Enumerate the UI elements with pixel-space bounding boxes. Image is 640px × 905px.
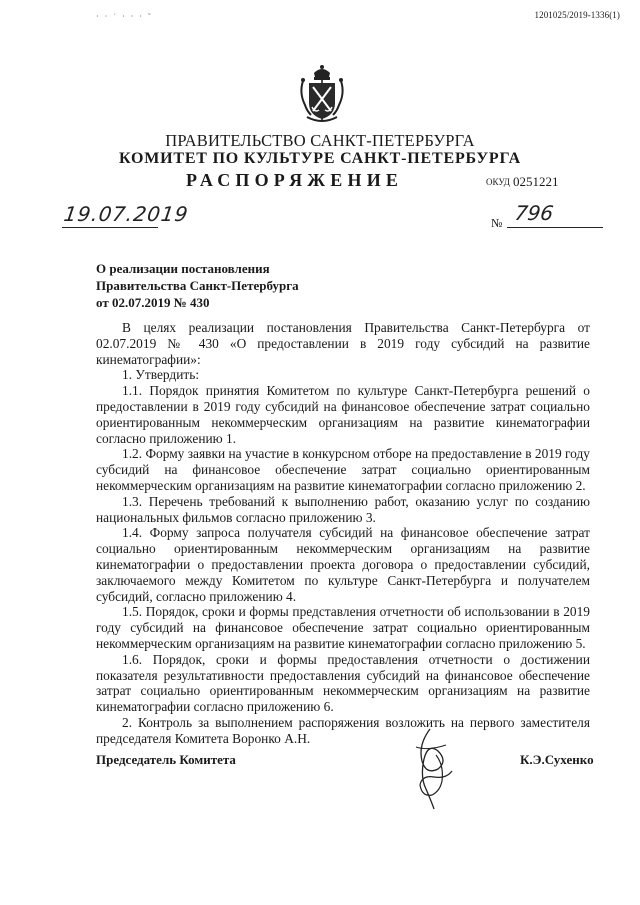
clause-1: 1. Утвердить: — [122, 367, 200, 383]
clause-1-2: 1.2. Форму заявки на участие в конкурсном отборе на предоставление в 2019 году субсидий на финансовое обеспечение затрат социально ориентированным некоммерческим организациям на развитие кинематографии согласно приложению 2. — [96, 446, 590, 493]
signatory-position: Председатель Комитета — [96, 752, 236, 767]
preamble-paragraph: В целях реализации постановления Правительства Санкт-Петербурга от 02.07.2019 № 430 «О предоставлении в 2019 году субсидий на развитие кинематографии»: — [96, 320, 590, 367]
committee-title: КОМИТЕТ ПО КУЛЬТУРЕ САНКТ-ПЕТЕРБУРГА — [118, 150, 522, 167]
clause-1-3: 1.3. Перечень требований к выполнению работ, оказанию услуг по созданию национальных фильмов согласно приложению 3. — [96, 493, 590, 525]
clause-1-1: 1.1. Порядок принятия Комитетом по культуре Санкт-Петербурга решений о предоставлении в 2019 году субсидий на финансовое обеспечение затрат социально ориентированным некоммерческим организациям на развитие кинематографии согласно приложению 1. — [96, 383, 590, 446]
handwritten-order-number: 796 — [513, 201, 555, 225]
clause-1-4: 1.4. Форму запроса получателя субсидий на финансовое обеспечение затрат социально ориентированным некоммерческим организациям на развитие кинематографии о предоставлении проекта договора о предоставлении субсидий, заключаемого между Комитетом по культуре Санкт-Петербурга и получателем субсидий, согласно приложению 4. — [96, 525, 590, 604]
handwritten-signature — [408, 725, 456, 811]
document-type-title: РАСПОРЯЖЕНИЕ — [186, 170, 404, 190]
document-subject — [96, 260, 299, 311]
clause-1-6: 1.6. Порядок, сроки и формы предоставления отчетности о достижении показателя результативности предоставления субсидий на финансовое обеспечение затрат социально ориентированным некоммерческим организациям на развитие кинематографии согласно приложению 6. — [96, 651, 590, 715]
government-title: ПРАВИТЕЛЬСТВО САНКТ-ПЕТЕРБУРГА — [165, 131, 475, 150]
number-underline — [507, 227, 603, 228]
okud-code: 0251221 — [513, 174, 559, 189]
signatory-name: К.Э.Сухенко — [520, 752, 594, 767]
scan-specks: · · ˙ · · · ˜ — [96, 12, 153, 21]
number-label: № — [491, 216, 503, 230]
subject-line: от 02.07.2019 № 430 — [96, 295, 210, 310]
subject-line: О реализации постановления — [96, 261, 270, 276]
document-registration-number: 1201025/2019-1336(1) — [534, 10, 620, 20]
subject-line: Правительства Санкт-Петербурга — [96, 278, 299, 293]
date-underline — [62, 227, 158, 228]
okud-label: ОКУД — [486, 177, 510, 187]
coat-of-arms-icon — [297, 63, 347, 125]
handwritten-date: 19.07.2019 — [62, 202, 191, 226]
clause-2: 2. Контроль за выполнением распоряжения возложить на первого заместителя председателя Комитета Воронко А.Н. — [96, 714, 590, 746]
clause-1-5: 1.5. Порядок, сроки и формы представления отчетности об использовании в 2019 году субсидий на финансовое обеспечение затрат социально ориентированным некоммерческим организациям на развитие кинематографии согласно приложению 5. — [96, 604, 590, 651]
document-body — [96, 320, 590, 747]
